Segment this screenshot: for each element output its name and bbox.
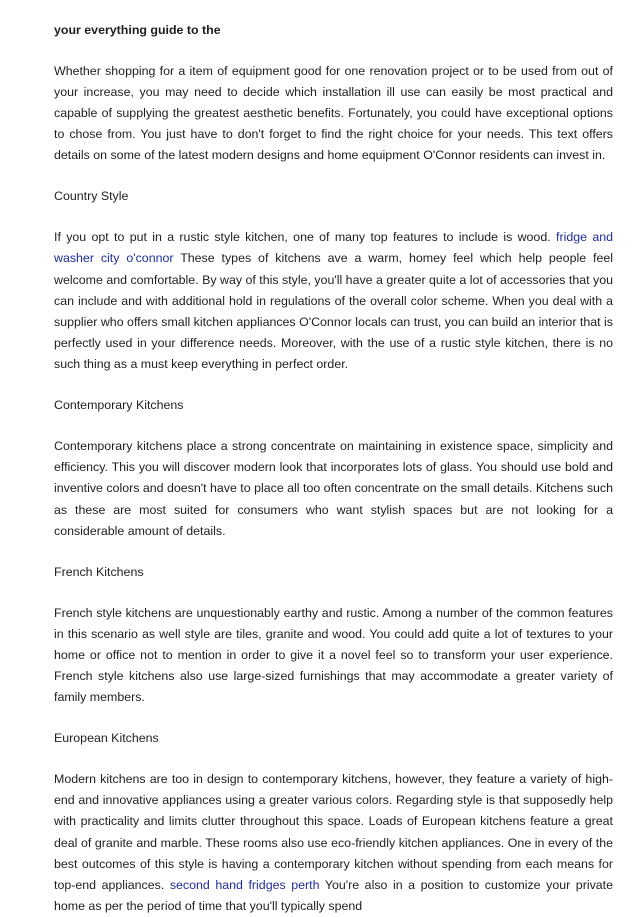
document-title: your everything guide to the — [54, 23, 221, 37]
section-heading-european-kitchens: European Kitchens — [54, 731, 159, 746]
french-kitchens-paragraph: French style kitchens are unquestionably earthy and rustic. Among a number of the common features in this scenario as well style are tiles, granite and wood. You could add quite a lot of textures to your home or office not to mention in order to give it a novel feel so to transform your user experience. French style kitchens also use large-sized furnishings that may accommodate a greater variety of family members. — [54, 605, 613, 705]
section-heading-country-style: Country Style — [54, 189, 129, 204]
european-kitchens-paragraph — [54, 769, 613, 917]
section-heading-french-kitchens: French Kitchens — [54, 564, 144, 579]
european-kitchens-text-before-link: Modern kitchens are too in design to contemporary kitchens, however, they feature a variety of high-end and innovative appliances using a greater various colors. Regarding style is that supposedly help with practicality and limits clutter throughout this space. Loads of European kitchens feature a great deal of granite and marble. These rooms also use eco-friendly kitchen appliances. One in every of the best outcomes of this style is having a contemporary kitchen without spending from each means for top-end appliances. — [54, 772, 613, 892]
section-heading-contemporary-kitchens: Contemporary Kitchens — [54, 398, 184, 413]
intro-paragraph: Whether shopping for a item of equipment good for one renovation project or to be used from out of your increase, you may need to decide which installation ill use can easily be most practical and capable of supplying the greatest aesthetic benefits. Fortunately, you could have exceptional options to chose from. You just have to don't forget to find the right choice for your needs. This text offers details on some of the latest modern designs and home equipment O'Connor residents can invest in. — [54, 63, 613, 163]
country-style-text-before-link: If you opt to put in a rustic style kitchen, one of many top features to include is wood. — [54, 230, 551, 245]
country-style-text-after-link: These types of kitchens ave a warm, homey feel which help people feel welcome and comfortable. By way of this style, you'll have a greater quite a lot of accessories that you can include and with additional hold in regulations of the overall color scheme. When you deal with a supplier who offers small kitchen appliances O'Connor locals can trust, you can build an interior that is perfectly used in your difference needs. Moreover, with the use of a rustic style kitchen, there is no such thing as a must keep everything in perfect order. — [54, 251, 613, 372]
second-hand-fridges-perth-link[interactable]: second hand fridges perth — [169, 877, 320, 892]
contemporary-kitchens-paragraph: Contemporary kitchens place a strong concentrate on maintaining in existence space, simplicity and efficiency. This you will discover modern look that incorporates lots of glass. You should use bold and inventive colors and doesn't have to place all too often concentrate on the small details. Kitchens such as these are most suited for consumers who want stylish spaces but are not looking for a considerable amount of details. — [54, 439, 613, 538]
country-style-paragraph — [54, 227, 613, 375]
fridge-and-washer-city-link[interactable]: fridge and washer city o'connor — [54, 230, 613, 266]
european-kitchens-text-after-link: You're also in a position to customize your private home as per the period of time that you'll typically spend — [54, 877, 613, 914]
